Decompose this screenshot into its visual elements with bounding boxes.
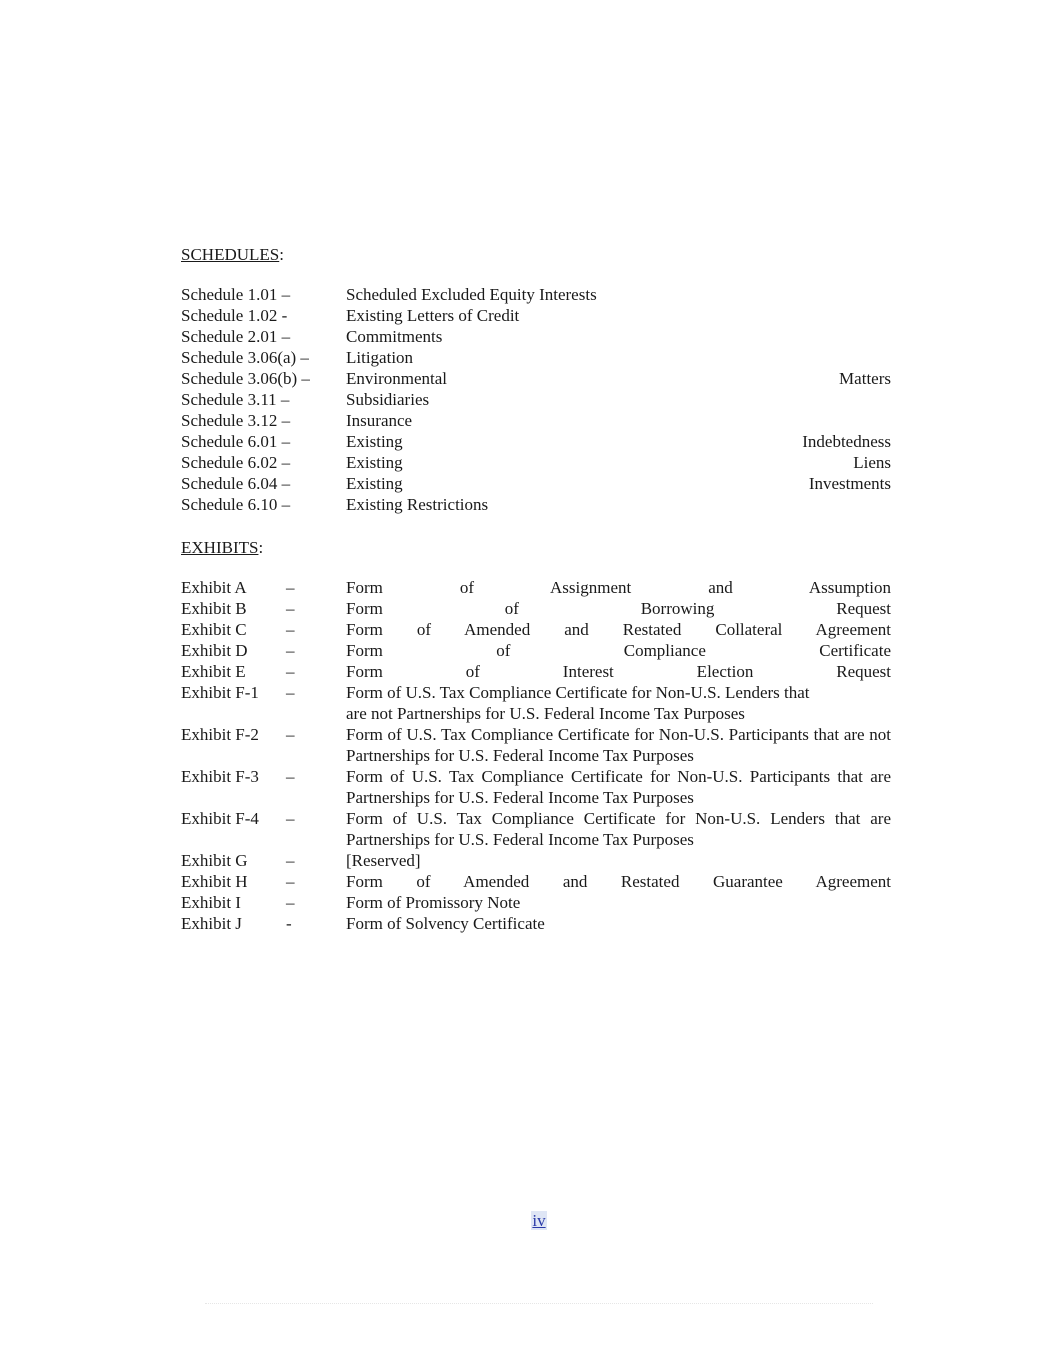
schedule-row: [181, 410, 891, 431]
schedule-description: Existing Restrictions: [346, 495, 489, 514]
exhibit-label: Exhibit J: [181, 914, 242, 933]
schedule-label: Schedule 3.12 –: [181, 411, 291, 430]
schedule-label: Schedule 2.01 –: [181, 327, 291, 346]
exhibit-description: Form of U.S. Tax Compliance Certificate for Non-U.S. Lenders that are not Partnerships for U.S. Federal Income Tax Purposes: [346, 683, 810, 723]
exhibit-description: Form of Assignment and Assumption: [346, 578, 891, 597]
schedule-row: [181, 494, 891, 515]
exhibit-row: [181, 850, 891, 871]
exhibit-dash: –: [286, 809, 295, 828]
exhibit-dash: –: [286, 641, 295, 660]
exhibit-description: Form of Interest Election Request: [346, 662, 891, 681]
schedule-row: [181, 368, 891, 389]
schedule-label: Schedule 1.02 -: [181, 306, 288, 325]
exhibit-description: Form of Amended and Restated Collateral Agreement: [346, 620, 891, 639]
exhibit-label: Exhibit I: [181, 893, 241, 912]
exhibit-label: Exhibit F-3: [181, 767, 259, 786]
schedule-row: [181, 473, 891, 494]
exhibit-label: Exhibit F-2: [181, 725, 259, 744]
exhibit-description: Form of Borrowing Request: [346, 599, 891, 618]
exhibit-dash: –: [286, 725, 295, 744]
schedule-description: Scheduled Excluded Equity Interests: [346, 285, 597, 304]
exhibit-description: Form of U.S. Tax Compliance Certificate for Non-U.S. Participants that are not Partnerships for U.S. Federal Income Tax Purposes: [346, 725, 891, 765]
exhibit-row: [181, 577, 891, 598]
exhibit-row: [181, 619, 891, 640]
exhibit-dash: –: [286, 620, 295, 639]
exhibit-label: Exhibit F-1: [181, 683, 259, 702]
exhibit-dash: –: [286, 683, 295, 702]
schedule-row: [181, 326, 891, 347]
footer-rule: [205, 1303, 873, 1304]
exhibit-description: Form of Amended and Restated Guarantee Agreement: [346, 872, 891, 891]
exhibit-label: Exhibit D: [181, 641, 248, 660]
exhibit-row: [181, 892, 891, 913]
exhibit-row: [181, 640, 891, 661]
schedule-description: Existing Liens: [346, 453, 891, 472]
schedule-row: [181, 452, 891, 473]
exhibit-label: Exhibit G: [181, 851, 248, 870]
exhibit-row: [181, 724, 891, 766]
schedule-row: [181, 347, 891, 368]
schedule-label: Schedule 6.01 –: [181, 432, 291, 451]
schedule-label: Schedule 6.02 –: [181, 453, 291, 472]
exhibit-description: Form of Promissory Note: [346, 893, 521, 912]
exhibit-label: Exhibit F-4: [181, 809, 259, 828]
exhibit-dash: –: [286, 662, 295, 681]
schedule-label: Schedule 3.06(a) –: [181, 348, 309, 367]
exhibits-heading: [181, 537, 263, 558]
exhibit-dash: –: [286, 851, 295, 870]
page-number: [0, 1210, 1055, 1231]
exhibit-label: Exhibit A: [181, 578, 247, 597]
schedule-description: Insurance: [346, 411, 413, 430]
exhibit-description: Form of Solvency Certificate: [346, 914, 545, 933]
exhibit-label: Exhibit H: [181, 872, 248, 891]
schedule-label: Schedule 6.04 –: [181, 474, 291, 493]
exhibit-label: Exhibit C: [181, 620, 247, 639]
exhibit-label: Exhibit E: [181, 662, 246, 681]
schedule-row: [181, 389, 891, 410]
schedules-heading: [181, 244, 284, 265]
exhibit-dash: –: [286, 872, 295, 891]
schedule-label: Schedule 3.06(b) –: [181, 369, 310, 388]
schedule-label: Schedule 6.10 –: [181, 495, 291, 514]
schedule-row: [181, 431, 891, 452]
exhibit-row: [181, 598, 891, 619]
exhibits-heading-text: EXHIBITS: [181, 538, 259, 557]
schedule-description: Commitments: [346, 327, 443, 346]
exhibit-description: Form of U.S. Tax Compliance Certificate for Non-U.S. Lenders that are Partnerships for U.S. Federal Income Tax Purposes: [346, 809, 891, 849]
schedules-heading-text: SCHEDULES: [181, 245, 280, 264]
exhibit-row: [181, 913, 891, 934]
exhibit-dash: -: [286, 914, 292, 933]
schedule-description: Existing Investments: [346, 474, 891, 493]
exhibit-dash: –: [286, 893, 295, 912]
schedule-description: Environmental Matters: [346, 369, 891, 388]
exhibit-row: [181, 808, 891, 850]
exhibit-dash: –: [286, 767, 295, 786]
exhibit-dash: –: [286, 599, 295, 618]
schedule-description: Existing Letters of Credit: [346, 306, 520, 325]
exhibit-description: Form of U.S. Tax Compliance Certificate for Non-U.S. Participants that are Partnerships for U.S. Federal Income Tax Purposes: [346, 767, 891, 807]
exhibits-heading-colon: :: [258, 538, 264, 557]
exhibit-row: [181, 766, 891, 808]
schedule-description: Litigation: [346, 348, 414, 367]
schedule-row: [181, 284, 891, 305]
exhibit-dash: –: [286, 578, 295, 597]
exhibit-row: [181, 871, 891, 892]
exhibit-description: [Reserved]: [346, 851, 421, 870]
exhibits-list: [181, 577, 891, 934]
schedule-row: [181, 305, 891, 326]
exhibit-description: Form of Compliance Certificate: [346, 641, 891, 660]
exhibit-label: Exhibit B: [181, 599, 247, 618]
exhibit-row: [181, 661, 891, 682]
schedules-heading-colon: :: [279, 245, 284, 264]
schedules-list: [181, 284, 891, 515]
schedule-description: Existing Indebtedness: [346, 432, 891, 451]
schedule-label: Schedule 3.11 –: [181, 390, 290, 409]
schedule-description: Subsidiaries: [346, 390, 430, 409]
exhibit-row: [181, 682, 891, 724]
page-number-link[interactable]: iv: [532, 1211, 546, 1230]
schedule-label: Schedule 1.01 –: [181, 285, 291, 304]
